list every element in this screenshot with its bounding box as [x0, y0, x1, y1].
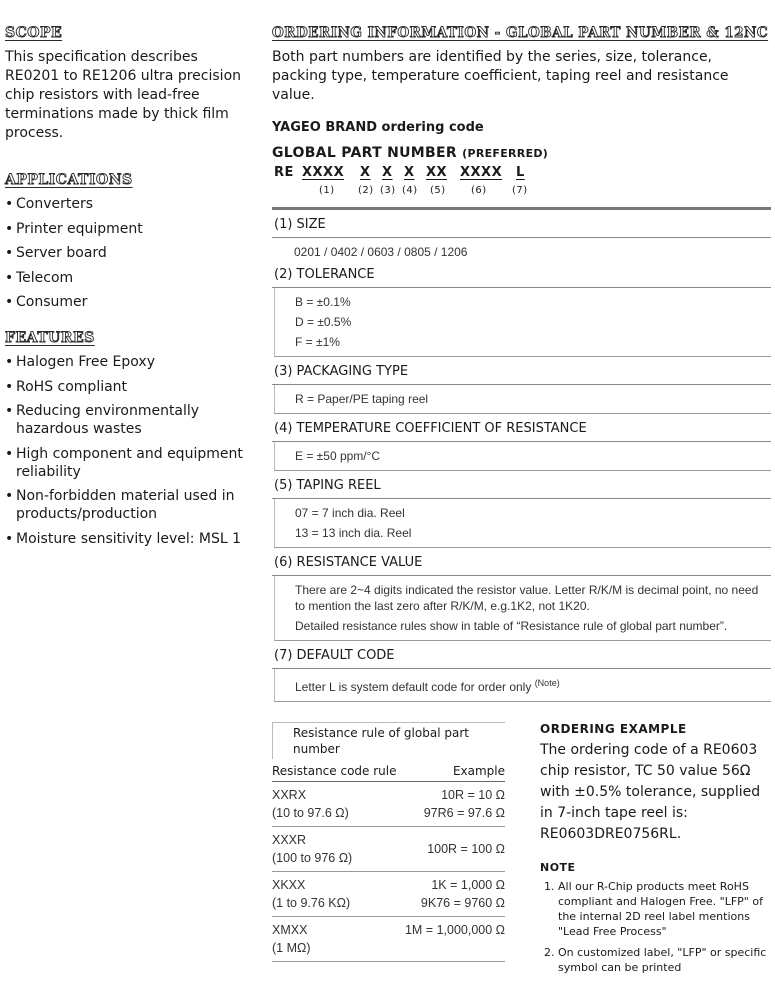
- example-2: 9K76 = 9760 Ω: [420, 896, 505, 910]
- scope-heading: SCOPE: [5, 25, 63, 41]
- rule-range: (1 MΩ): [272, 941, 311, 955]
- example-1: 10R = 10 Ω: [441, 788, 505, 802]
- section-default-values: [274, 669, 771, 702]
- list-item: • Converters: [5, 195, 253, 213]
- resistance-rule-table: [272, 722, 505, 962]
- applications-list: [5, 195, 253, 311]
- code-num-1: (1): [319, 185, 335, 196]
- section-tcr-title: (4) TEMPERATURE COEFFICIENT OF RESISTANCE: [272, 420, 771, 442]
- value-line: Detailed resistance rules show in table of “Resistance rule of global part number”.: [295, 619, 728, 633]
- table-row: [272, 782, 505, 827]
- code-part-3: X: [382, 165, 393, 180]
- table-row: [272, 872, 505, 917]
- brand-label: YAGEO BRAND ordering code: [272, 120, 484, 135]
- applications-heading: APPLICATIONS: [5, 172, 133, 188]
- code-prefix: RE: [274, 165, 294, 180]
- table-header: [272, 761, 505, 782]
- table-row: [272, 917, 505, 962]
- value-line: B = ±0.1%: [295, 295, 351, 309]
- list-item: • Server board: [5, 244, 253, 262]
- code-part-6: XXXX: [460, 165, 503, 180]
- value-line: There are 2~4 digits indicated the resistor value. Letter R/K/M is decimal point, no need to mention the last zero after R/K/M, e.g.1K2, not 1K20.: [295, 583, 759, 613]
- table-caption: Resistance rule of global part number: [272, 722, 505, 759]
- col-header-rule: Resistance code rule: [272, 764, 397, 778]
- features-list: [5, 353, 253, 548]
- rule-code: XXXR: [272, 833, 307, 847]
- list-item: 1. All our R-Chip products meet RoHS compliant and Halogen Free. "LFP" of the internal 2D reel label mentions "Lead Free Process": [558, 879, 772, 939]
- section-reel-title: (5) TAPING REEL: [272, 477, 771, 499]
- ordering-example: [540, 722, 772, 981]
- section-packaging-values: [274, 385, 771, 414]
- left-column: [5, 24, 253, 566]
- part-code: [272, 165, 771, 201]
- list-item: • Reducing environmentally hazardous wastes: [5, 402, 253, 438]
- section-packaging-title: (3) PACKAGING TYPE: [272, 363, 771, 385]
- code-num-6: (6): [471, 185, 487, 196]
- section-tolerance-title: (2) TOLERANCE: [272, 266, 771, 288]
- example-1: 1K = 1,000 Ω: [431, 878, 505, 892]
- section-tolerance-values: [274, 288, 771, 357]
- default-code-text: Letter L is system default code for order only: [295, 680, 532, 694]
- note-ref: (Note): [534, 678, 560, 688]
- code-part-5: XX: [426, 165, 448, 180]
- rule-code: XMXX: [272, 923, 308, 937]
- section-default-title: (7) DEFAULT CODE: [272, 647, 771, 669]
- table-row: [272, 827, 505, 872]
- section-tcr-values: [274, 442, 771, 471]
- code-num-3: (3): [380, 185, 396, 196]
- code-part-1: XXXX: [302, 165, 345, 180]
- rule-code: XXRX: [272, 788, 307, 802]
- list-item: • Non-forbidden material used in products/production: [5, 487, 253, 523]
- ordering-example-heading: ORDERING EXAMPLE: [540, 722, 687, 736]
- example-1: 1M = 1,000,000 Ω: [404, 923, 505, 937]
- list-item: • High component and equipment reliability: [5, 445, 253, 481]
- list-item: • Consumer: [5, 293, 253, 311]
- scope-text: This specification describes RE0201 to RE1206 ultra precision chip resistors with lead-free terminations made by thick film process.: [5, 49, 242, 141]
- gpn-suffix: (PREFERRED): [462, 147, 549, 160]
- ordering-heading: ORDERING INFORMATION - GLOBAL PART NUMBER & 12NC: [272, 25, 769, 41]
- code-num-5: (5): [430, 185, 446, 196]
- list-item: • Telecom: [5, 269, 253, 287]
- rule-range: (100 to 976 Ω): [272, 851, 353, 865]
- list-item: • Moisture sensitivity level: MSL 1: [5, 530, 253, 548]
- gpn-title-text: GLOBAL PART NUMBER: [272, 145, 457, 161]
- section-size-values: [272, 244, 771, 260]
- example-1: 100R = 100 Ω: [427, 842, 505, 856]
- value-line: D = ±0.5%: [295, 315, 352, 329]
- features-heading: FEATURES: [5, 330, 95, 346]
- code-part-2: X: [360, 165, 371, 180]
- col-header-example: Example: [452, 764, 505, 778]
- code-num-4: (4): [402, 185, 418, 196]
- ordering-section: [272, 24, 771, 702]
- value-line: E = ±50 ppm/°C: [295, 449, 381, 463]
- section-size-title: (1) SIZE: [272, 216, 771, 238]
- value-line: 07 = 7 inch dia. Reel: [295, 506, 405, 520]
- rule-range: (10 to 97.6 Ω): [272, 806, 349, 820]
- notes-list: [540, 879, 772, 975]
- ordering-intro: Both part numbers are identified by the series, size, tolerance, packing type, temperature coefficient, taping reel and resistance value.: [272, 49, 729, 103]
- code-num-7: (7): [512, 185, 528, 196]
- rule-range: (1 to 9.76 KΩ): [272, 896, 351, 910]
- example-2: 97R6 = 97.6 Ω: [423, 806, 505, 820]
- section-resistance-title: (6) RESISTANCE VALUE: [272, 554, 771, 576]
- list-item: • Halogen Free Epoxy: [5, 353, 253, 371]
- value-line: F = ±1%: [295, 335, 340, 349]
- section-reel-values: [274, 499, 771, 548]
- code-part-7: L: [516, 165, 525, 180]
- list-item: 2. On customized label, "LFP" or specific symbol can be printed: [558, 945, 772, 975]
- gpn-title: [272, 145, 771, 161]
- value-line: [295, 675, 771, 695]
- ordering-example-text: The ordering code of a RE0603 chip resistor, TC 50 value 56Ω with ±0.5% tolerance, supplied in 7-inch tape reel is: RE0603DRE0756RL.: [540, 742, 761, 842]
- list-item: • RoHS compliant: [5, 378, 253, 396]
- value-line: 13 = 13 inch dia. Reel: [295, 526, 412, 540]
- list-item: • Printer equipment: [5, 220, 253, 238]
- code-part-4: X: [404, 165, 415, 180]
- note-heading: NOTE: [540, 861, 576, 874]
- divider: [272, 207, 771, 210]
- value-line: R = Paper/PE taping reel: [295, 392, 429, 406]
- rule-code: XKXX: [272, 878, 306, 892]
- code-num-2: (2): [358, 185, 374, 196]
- section-resistance-values: [274, 576, 771, 641]
- value-line: 0201 / 0402 / 0603 / 0805 / 1206: [294, 245, 468, 259]
